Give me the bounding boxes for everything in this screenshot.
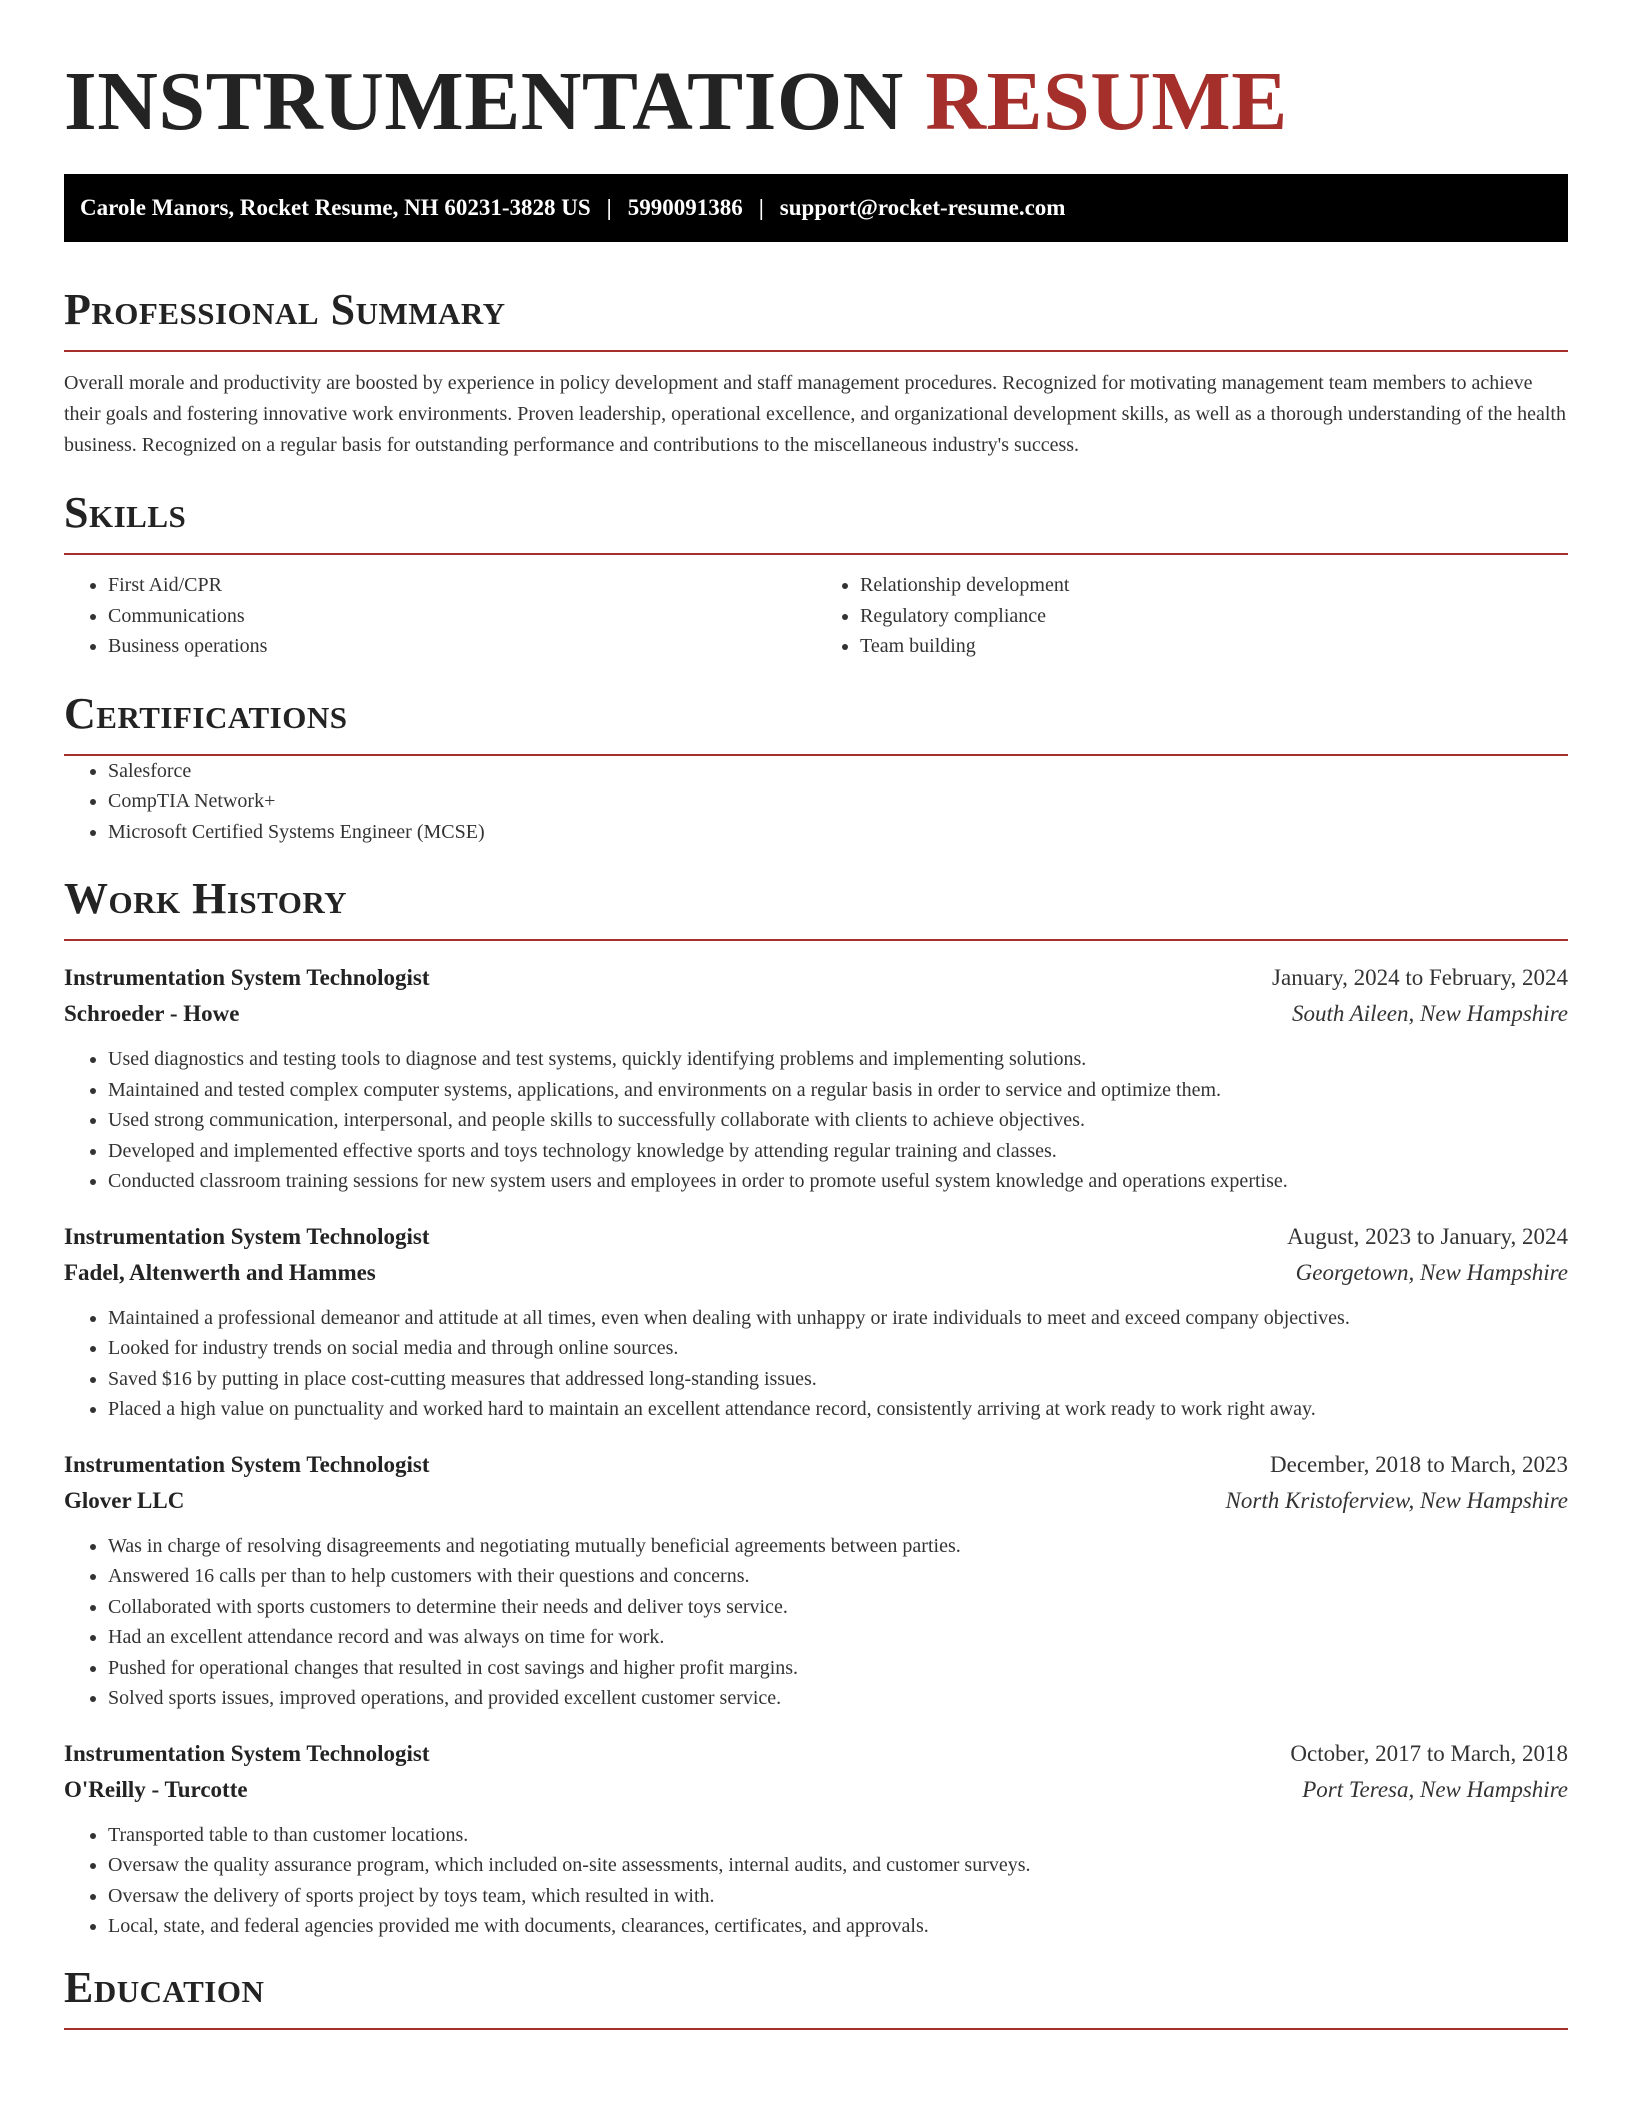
- contact-address: Carole Manors, Rocket Resume, NH 60231-3828 US: [80, 195, 591, 220]
- skill-item: • Communications: [108, 601, 816, 632]
- job-duty: • Transported table to than customer locations.: [108, 1820, 1568, 1851]
- job-title: Instrumentation System Technologist: [64, 1451, 430, 1477]
- job-duties: [64, 1531, 1568, 1714]
- job-duties: [64, 1303, 1568, 1425]
- job-title: Instrumentation System Technologist: [64, 1740, 430, 1766]
- skills-heading: Skills: [64, 487, 1568, 555]
- job-company: Fadel, Altenwerth and Hammes: [64, 1259, 376, 1285]
- summary-heading: Professional Summary: [64, 284, 1568, 352]
- job-duty: • Oversaw the quality assurance program, which included on-site assessments, internal audits, and customer surveys.: [108, 1850, 1568, 1881]
- skills-grid: [64, 570, 1568, 662]
- certification-item: • CompTIA Network+: [108, 786, 1568, 817]
- job-duty: • Used diagnostics and testing tools to diagnose and test systems, quickly identifying problems and implementing solutions.: [108, 1044, 1568, 1075]
- job-duties: [64, 1820, 1568, 1942]
- job-duty: • Developed and implemented effective sports and toys technology knowledge by attending regular training and classes.: [108, 1136, 1568, 1167]
- job-company: O'Reilly - Turcotte: [64, 1776, 248, 1802]
- skill-item: • Relationship development: [860, 570, 1568, 601]
- job-location: South Aileen, New Hampshire: [1292, 1001, 1568, 1026]
- job-dates: January, 2024 to February, 2024: [1272, 965, 1568, 990]
- job-duty: • Conducted classroom training sessions for new system users and employees in order to promote useful system knowledge and operations expertise.: [108, 1166, 1568, 1197]
- job-duty: • Looked for industry trends on social media and through online sources.: [108, 1333, 1568, 1364]
- job-duty: • Used strong communication, interpersonal, and people skills to successfully collaborate with clients to achieve objectives.: [108, 1105, 1568, 1136]
- education-heading: Education: [64, 1962, 1568, 2030]
- job-duties: [64, 1044, 1568, 1197]
- job-duty: • Local, state, and federal agencies provided me with documents, clearances, certificates, and approvals.: [108, 1911, 1568, 1942]
- job-duty: • Collaborated with sports customers to determine their needs and deliver toys service.: [108, 1592, 1568, 1623]
- job-location: Port Teresa, New Hampshire: [1302, 1776, 1568, 1802]
- job-entry: [64, 1736, 1568, 1942]
- certification-item: • Salesforce: [108, 756, 1568, 787]
- contact-phone: 5990091386: [627, 195, 743, 220]
- job-duty: • Had an excellent attendance record and was always on time for work.: [108, 1622, 1568, 1653]
- job-duty: • Pushed for operational changes that resulted in cost savings and higher profit margins.: [108, 1653, 1568, 1684]
- job-duty: • Answered 16 calls per than to help customers with their questions and concerns.: [108, 1561, 1568, 1592]
- summary-text: Overall morale and productivity are boosted by experience in policy development and staff management procedures. Recognized for motivating management team members to achieve their goals and fostering innovative work environments. Proven leadership, operational excellence, and organizational development skills, as well as a thorough understanding of the health business. Recognized on a regular basis for outstanding performance and contributions to the miscellaneous industry's success.: [64, 372, 1566, 456]
- job-title: Instrumentation System Technologist: [64, 1223, 430, 1249]
- job-dates: December, 2018 to March, 2023: [1270, 1451, 1568, 1477]
- job-title: Instrumentation System Technologist: [64, 965, 430, 990]
- job-entry: [64, 1219, 1568, 1425]
- job-duty: • Solved sports issues, improved operations, and provided excellent customer service.: [108, 1683, 1568, 1714]
- job-dates: October, 2017 to March, 2018: [1290, 1740, 1568, 1766]
- job-duty: • Saved $16 by putting in place cost-cutting measures that addressed long-standing issues.: [108, 1364, 1568, 1395]
- job-entry: [64, 960, 1568, 1197]
- job-duty: • Oversaw the delivery of sports project by toys team, which resulted in with.: [108, 1881, 1568, 1912]
- skills-list-left: [64, 570, 816, 662]
- certification-item: • Microsoft Certified Systems Engineer (MCSE): [108, 817, 1568, 848]
- title-main: INSTRUMENTATION: [64, 55, 904, 148]
- contact-email: support@rocket-resume.com: [779, 195, 1066, 220]
- job-dates: August, 2023 to January, 2024: [1287, 1223, 1568, 1249]
- skill-item: • First Aid/CPR: [108, 570, 816, 601]
- title-accent: RESUME: [925, 55, 1288, 148]
- job-duty: • Maintained and tested complex computer systems, applications, and environments on a regular basis in order to service and optimize them.: [108, 1075, 1568, 1106]
- skills-list-right: [816, 570, 1568, 662]
- job-company: Glover LLC: [64, 1487, 185, 1513]
- resume-title: [64, 0, 1568, 152]
- work-history-heading: Work History: [64, 873, 1568, 941]
- job-duty: • Maintained a professional demeanor and attitude at all times, even when dealing with unhappy or irate individuals to meet and exceed company objectives.: [108, 1303, 1568, 1334]
- skill-item: • Regulatory compliance: [860, 601, 1568, 632]
- contact-bar: [64, 174, 1568, 242]
- contact-separator: |: [758, 195, 764, 220]
- skill-item: • Team building: [860, 631, 1568, 662]
- certifications-heading: Certifications: [64, 688, 1568, 756]
- certifications-list: [64, 756, 1568, 848]
- job-duty: • Was in charge of resolving disagreements and negotiating mutually beneficial agreements between parties.: [108, 1531, 1568, 1562]
- job-entry: [64, 1447, 1568, 1714]
- skill-item: • Business operations: [108, 631, 816, 662]
- job-duty: • Placed a high value on punctuality and worked hard to maintain an excellent attendance record, consistently arriving at work ready to work right away.: [108, 1394, 1568, 1425]
- contact-separator: |: [606, 195, 612, 220]
- job-company: Schroeder - Howe: [64, 1001, 240, 1026]
- job-location: Georgetown, New Hampshire: [1295, 1259, 1568, 1285]
- job-location: North Kristoferview, New Hampshire: [1225, 1487, 1568, 1513]
